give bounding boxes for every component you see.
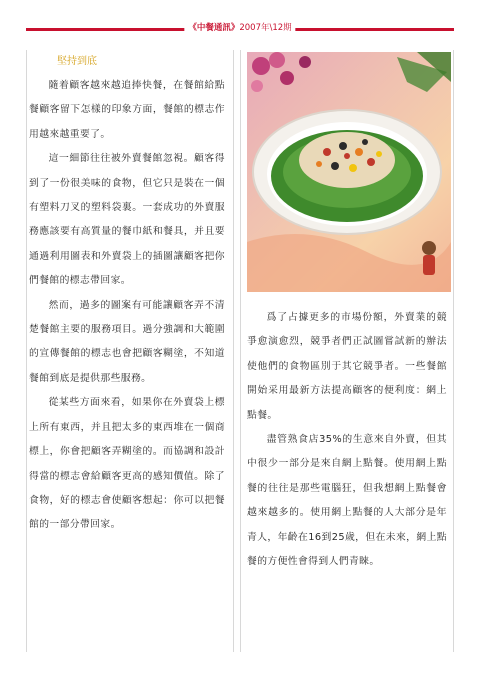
right-column <box>240 50 454 652</box>
salad-bowl-image <box>247 52 451 292</box>
section-heading: 堅持到底 <box>57 56 97 67</box>
right-text-block <box>247 306 447 574</box>
paragraph: 然而，過多的圖案有可能讓顧客弄不清楚餐館主要的服務項目。過分強調和大範圍的宣傳餐館的標志也會把顧客糊塗，不知道餐館到底是提供那些服務。 <box>29 299 225 384</box>
issue-label: 2007年\12期 <box>239 23 292 33</box>
paragraph: 隨着顧客越來越追捧快餐，在餐館給點餐顧客留下怎樣的印象方面，餐館的標志作用越來越重要了。 <box>29 80 225 140</box>
paragraph: 爲了占據更多的市場份額，外賣業的競爭愈演愈烈，競爭者們正試圖嘗試新的辦法使他們的食物區別于其它競爭者。一些餐館開始采用最新方法提高顧客的便利度：網上點餐。 <box>247 312 447 421</box>
left-column <box>26 50 234 652</box>
salad-illustration <box>247 52 451 292</box>
paragraph: 盡管熟食店35%的生意來自外賣，但其中很少一部分是來自網上點餐。使用網上點餐的往往是那些電腦狂，但我想網上點餐會越來越多的。使用網上點餐的人大部分是年青人，年齡在16到25歲，但在未來，網上點餐的方便性會得到人們青睞。 <box>247 434 447 568</box>
paragraph: 這一細節往往被外賣餐館忽視。顧客得到了一份很美味的食物，但它只是裝在一個有塑料刀叉的塑料袋裏。一套成功的外賣服務應該要有高質量的餐巾紙和餐具，并且要通過利用圖表和外賣袋上的插圖讓顧客把你們餐館的標志帶回家。 <box>29 153 225 287</box>
header-text <box>184 21 295 35</box>
page-header <box>26 24 454 34</box>
paragraph: 從某些方面來看，如果你在外賣袋上標上所有東西，并且把太多的東西堆在一個商標上，你會把顧客弄糊塗的。而協調和設計得當的標志會給顧客更高的感知價值。除了食物，好的標志會使顧客想起：你可以把餐館的一部分帶回家。 <box>29 397 225 531</box>
publication-title: 《中餐通訊》 <box>188 23 240 33</box>
